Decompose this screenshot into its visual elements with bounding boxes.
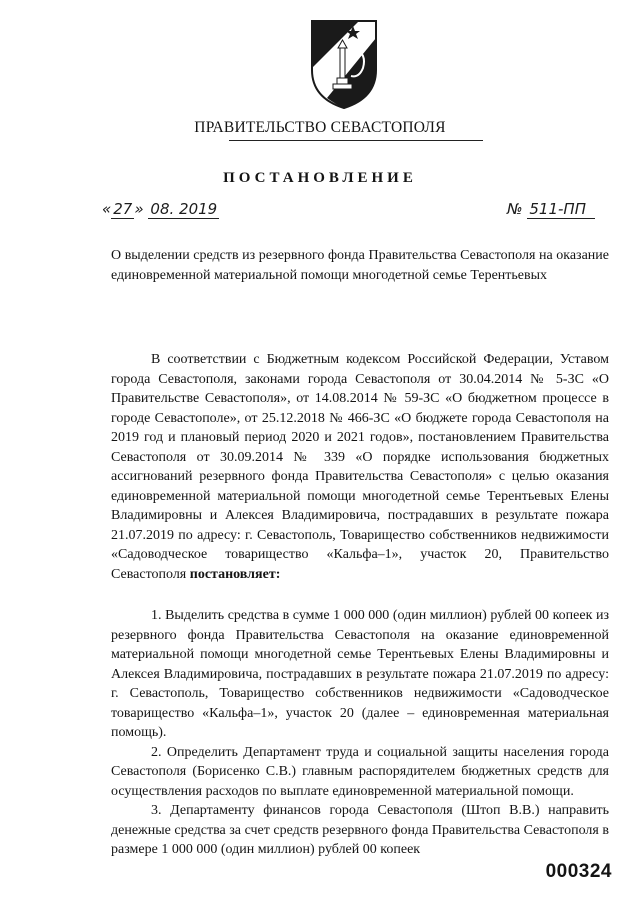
item-3-paragraph: 3. Департаменту финансов города Севастополя (Штоп В.В.) направить денежные средства за счет средств резервного фонда Правительства Севастополя в размере 1 000 000 (один миллион) рублей 00 копеек [111,803,609,857]
preamble-text: В соответствии с Бюджетным кодексом Российской Федерации, Уставом города Севастополя, законами города Севастополя от 30.04.2014 № 5-ЗС «О Правительстве Севастополя», от 14.08.2014 № 59-ЗС «О бюджетном процессе в городе Севастополе», от 25.12.2018 № 466-ЗС «О бюджете города Севастополя на 2019 год и плановый период 2020 и 2021 годов», постановлением Правительства Севастополя от 30.09.2014 № 339 «О порядке использования бюджетных ассигнований резервного фонда Правительства Севастополя» с целью оказания единовременной материальной помощи многодетной семье Терентьевых Елены Владимировны и Алексея Владимировича, пострадавших в результате пожара 21.07.2019 по адресу: г. Севастополь, Товарищество собственников недвижимости «Садоводческое товарищество «Кальфа–1», участок 20, Правительство Севастополя [111,352,609,582]
date-month-year: 08. 2019 [150,200,218,218]
document-subject: О выделении средств из резервного фонда Правительства Севастополя на оказание единовременной материальной помощи многодетной семье Терентьевых [111,248,609,283]
preamble-paragraph [111,350,609,584]
page-number: 000324 [545,861,612,882]
item-1-paragraph: 1. Выделить средства в сумме 1 000 000 (один миллион) рублей 00 копеек из резервного фонда Правительства Севастополя на оказание единовременной материальной помощи многодетной семье Терентьевых Елены Владимировны и Алексея Владимировича, пострадавших в результате пожара 21.07.2019 по адресу: г. Севастополь, Товарищество собственников недвижимости «Садоводческое товарищество «Кальфа–1», участок 20 (далее – единовременная материальная помощь). [111,608,609,740]
item-2-paragraph: 2. Определить Департамент труда и социальной защиты населения города Севастополя (Борисенко С.В.) главным распорядителем бюджетных средств для осуществления расходов по выплате единовременной материальной помощи. [111,744,609,799]
coat-of-arms-emblem [307,18,381,110]
date-open-quote: « [102,200,112,218]
document-body [111,350,609,860]
date-close-quote: » [134,200,144,218]
number-sign: № [507,200,523,218]
date-day: 27 [113,200,133,218]
government-title: ПРАВИТЕЛЬСТВО СЕВАСТОПОЛЯ [194,119,446,136]
document-date [102,200,219,218]
document-type-heading: ПОСТАНОВЛЕНИЕ [223,170,417,186]
number-value: 511-ПП [527,200,595,219]
document-number [507,200,595,219]
title-underline [229,140,483,141]
resolves-word: постановляет: [189,566,281,582]
